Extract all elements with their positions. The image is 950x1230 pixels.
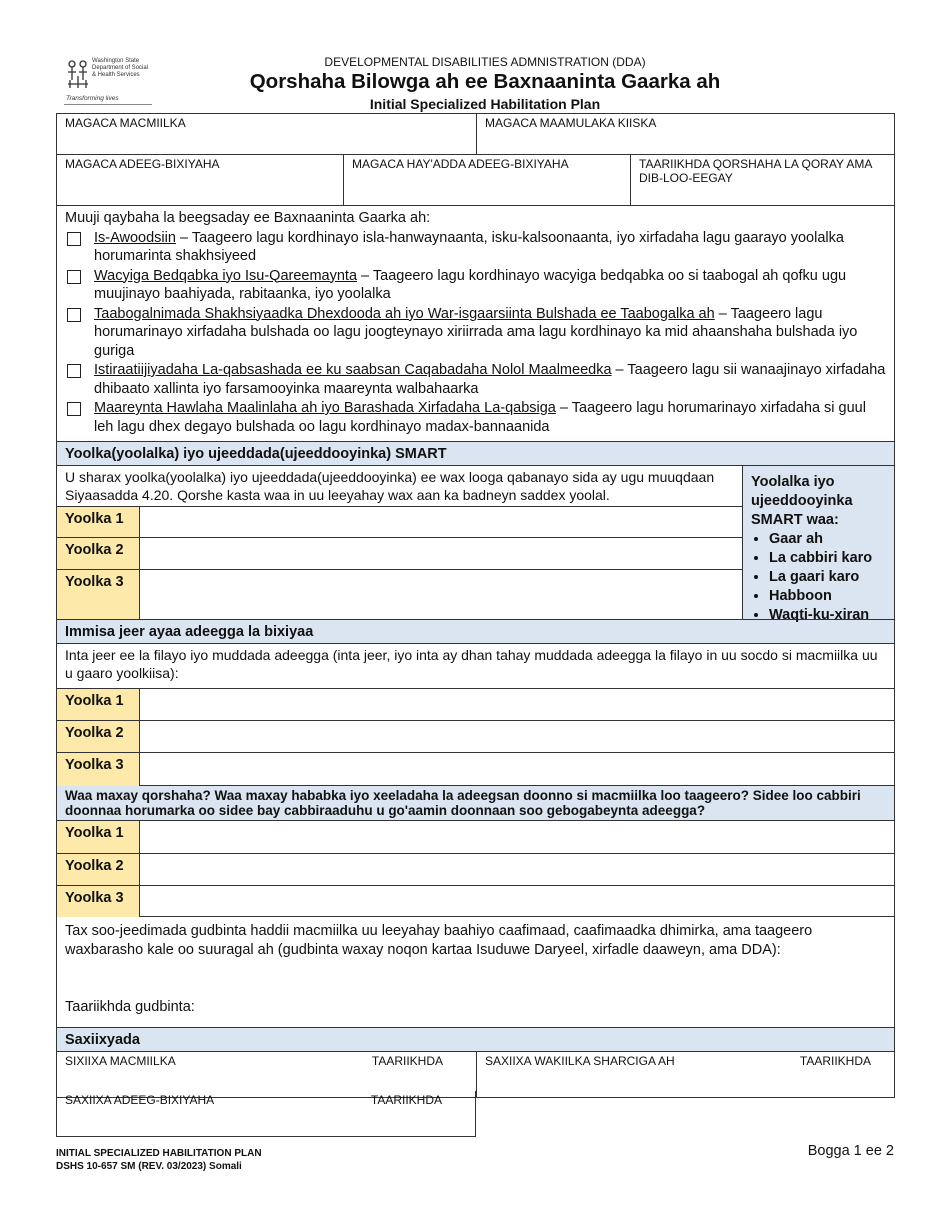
smart-goals-section — [57, 466, 894, 623]
checkbox-coping-strategies[interactable] — [67, 364, 81, 378]
goal-label: Yoolka 3 — [57, 570, 140, 619]
progress-goal-1-input[interactable] — [140, 821, 894, 853]
provider-row — [57, 155, 894, 206]
frequency-goal-3-input[interactable] — [140, 753, 894, 786]
provider-name-field[interactable] — [57, 155, 343, 205]
option-title: Maareynta Hawlaha Maalinlaha ah iyo Barashada Xirfadaha La-qabsiga — [94, 400, 556, 416]
smart-goal-3 — [57, 569, 742, 619]
progress-heading: Waa maxay qorshaha? Waa maxay hababka iyo xeeladaha la adeegsan doonno si macmiilka loo taageero? Sidee loo cabbiri doonnaa horumarka oo sidee bay cabbiraaduhu u go'aamin doonnaan soo gebogabeynta adeegga? — [57, 786, 894, 821]
support-area-section — [57, 206, 894, 442]
frequency-intro: Inta jeer ee la filayo iyo muddada adeegga (inta jeer, iyo inta ay dhan tahay muddada adeegga la filayo in uu socdo si macmiilka uu u gaaro yoolkiisa): — [65, 647, 878, 681]
smart-criterion: • Gaar ah — [769, 530, 886, 549]
option-safety-awareness — [65, 267, 886, 304]
smart-goal-3-input[interactable] — [140, 570, 742, 619]
goal-label: Yoolka 2 — [57, 854, 140, 885]
option-desc: – Taageero lagu kordhinayo wacyiga bedqabka oo si taabogal ah qofku ugu muujinayo baahiyada, rabitaanka, iyo yoolalka — [94, 267, 847, 302]
smart-intro: U sharax yoolka(yoolalka) iyo ujeeddada(ujeeddooyinka) ee wax looga qabanayo sida ay ugu muuqdaan Siyaasadda 4.20. Qorshe kasta waa in uu leeyahay wax aan ka badneyn saddex yoolal. — [65, 469, 715, 503]
smart-goals-heading: Yoolka(yoolalka) iyo ujeeddada(ujeeddooyinka) SMART — [57, 442, 894, 466]
progress-goal-3 — [57, 885, 894, 917]
smart-criteria-panel — [742, 466, 894, 623]
date-label: TAARIIKHDA — [799, 1054, 871, 1068]
goal-label: Yoolka 3 — [57, 886, 140, 917]
smart-goal-2-input[interactable] — [140, 538, 742, 569]
goal-label: Yoolka 1 — [57, 689, 140, 720]
legal-rep-signature-field[interactable] — [476, 1052, 894, 1097]
provider-name-label: MAGACA ADEEG-BIXIYAHA — [65, 157, 220, 171]
option-title: Wacyiga Bedqabka iyo Isu-Qareemaynta — [94, 267, 358, 284]
signatures-heading: Saxiixyada — [57, 1028, 894, 1052]
goal-label: Yoolka 1 — [57, 821, 140, 853]
option-title: Taabogalnimada Shakhsiyaadka Dhexdooda ah iyo War-isgaarsiinta Bulshada ee Taabogalka ah — [94, 305, 715, 322]
form-number: DSHS 10-657 SM (REV. 03/2023) Somali — [56, 1161, 242, 1172]
option-title: Istiraatiijiyadaha La-qabsashada ee ku saabsan Caqabadaha Nolol Maalmeedka — [94, 362, 612, 378]
smart-goal-2 — [57, 537, 742, 569]
department-name: DEVELOPMENTAL DISABILITIES ADMNISTRATION (DDA) — [324, 55, 646, 69]
page-number: Bogga 1 ee 2 — [807, 1143, 894, 1159]
plan-date-label: TAARIIKHDA QORSHAHA LA QORAY AMA DIB-LOO-EEGAY — [639, 157, 872, 185]
client-signature-label: SIXIIXA MACMIILKA — [65, 1054, 176, 1068]
progress-goal-1 — [57, 821, 894, 853]
referral-section[interactable] — [57, 917, 894, 1028]
form-name: INITIAL SPECIALIZED HABILITATION PLAN — [56, 1148, 262, 1159]
checkbox-self-empowerment[interactable] — [67, 232, 81, 246]
provider-signature-field[interactable] — [56, 1091, 476, 1137]
habilitation-plan-form — [56, 113, 895, 1098]
referral-text: Tax soo-jeedimada gudbinta haddii macmiilka uu leeyahay baahiyo caafimaad, caafimaadka dhimirka, ama taageero waxbarasho kale oo suuragal ah (gudbinta waxay noqon kartaa Isuduwe Daryeel, xirfadle daaweyn, ama DDA): — [65, 923, 813, 958]
progress-section — [57, 821, 894, 917]
frequency-goal-2 — [57, 720, 894, 752]
option-desc: – Taageero lagu kordhinayo isla-hanwaynaanta, isku-kalsoonaanta, iyo xirfadaha lagu gaarayo yoolalka horumarinta shakhsiyeed — [94, 229, 844, 264]
page-subtitle: Initial Specialized Habilitation Plan — [369, 96, 601, 112]
frequency-goal-1 — [57, 688, 894, 720]
option-self-empowerment — [65, 229, 886, 266]
frequency-goal-2-input[interactable] — [140, 721, 894, 752]
client-name-label: MAGACA MACMIILKA — [65, 116, 186, 130]
option-desc: – Taageero lagu horumarinayo xirfadaha bulshada oo lagu joogteynayo xiriirrada ama lagu kordhinayo ka mid ahaanshaha bulshada iyo guriga — [94, 305, 858, 359]
checkbox-safety-awareness[interactable] — [67, 270, 81, 284]
option-title: Is-Awoodsiin — [94, 229, 176, 246]
smart-goal-1 — [57, 506, 742, 537]
frequency-section — [57, 644, 894, 786]
goal-label: Yoolka 2 — [57, 721, 140, 752]
option-desc: – Taageero lagu sii wanaajinayo xirfadaha dhibaato xallinta iyo farsamooyinka maareynta walbahaarka — [94, 362, 886, 397]
smart-criterion: • La cabbiri karo — [769, 549, 886, 568]
smart-criterion: • Waqti-ku-xiran — [769, 606, 886, 625]
option-desc: – Taageero lagu horumarinayo xirfadaha si guul leh lagu dhex degayo bulshada oo lagu kordhinayo madax-bannaanida — [94, 400, 866, 435]
support-area-prompt: Muuji qaybaha la beegsaday ee Baxnaaninta Gaarka ah: — [65, 210, 431, 226]
frequency-heading: Immisa jeer ayaa adeegga la bixiyaa — [57, 620, 894, 644]
name-row — [57, 114, 894, 155]
goal-label: Yoolka 2 — [57, 538, 140, 569]
logo-line-3: & Health Services — [92, 72, 140, 79]
referral-date-label: Taariikhda gudbinta: — [65, 999, 195, 1015]
progress-goal-2-input[interactable] — [140, 854, 894, 885]
logo-tagline: Transforming lives — [66, 95, 119, 102]
option-coping-strategies — [65, 361, 886, 398]
smart-criterion: • Habboon — [769, 587, 886, 606]
smart-goal-1-input[interactable] — [140, 507, 742, 537]
client-name-field[interactable] — [57, 114, 476, 154]
page-title: Qorshaha Bilowga ah ee Baxnaaninta Gaarka ah — [249, 70, 721, 93]
date-label: TAARIIKHDA — [370, 1093, 442, 1107]
frequency-goal-3 — [57, 752, 894, 786]
case-manager-name-label: MAGACA MAAMULAKA KIISKA — [485, 116, 657, 130]
logo-line-1: Washington State — [92, 58, 140, 64]
progress-goal-3-input[interactable] — [140, 886, 894, 917]
option-interpersonal — [65, 305, 886, 361]
form-footer — [56, 1147, 262, 1173]
plan-date-field[interactable] — [630, 155, 894, 205]
goal-label: Yoolka 1 — [57, 507, 140, 537]
smart-criterion: • La gaari karo — [769, 568, 886, 587]
smart-criteria-title: Yoolalka iyo ujeeddooyinka SMART waa: — [751, 474, 853, 528]
goal-label: Yoolka 3 — [57, 753, 140, 786]
logo-line-2: Department of Social — [92, 65, 149, 72]
provider-signature-label: SAXIIXA ADEEG-BIXIYAHA — [65, 1093, 215, 1107]
date-label: TAARIIKHDA — [371, 1054, 443, 1068]
checkbox-daily-tasks[interactable] — [67, 402, 81, 416]
agency-name-label: MAGACA HAY'ADDA ADEEG-BIXIYAHA — [352, 157, 569, 171]
legal-rep-signature-label: SAXIIXA WAKIILKA SHARCIGA AH — [485, 1054, 675, 1068]
option-daily-tasks — [65, 399, 886, 436]
frequency-goal-1-input[interactable] — [140, 689, 894, 720]
agency-name-field[interactable] — [343, 155, 630, 205]
progress-goal-2 — [57, 853, 894, 885]
case-manager-name-field[interactable] — [476, 114, 894, 154]
checkbox-interpersonal[interactable] — [67, 308, 81, 322]
